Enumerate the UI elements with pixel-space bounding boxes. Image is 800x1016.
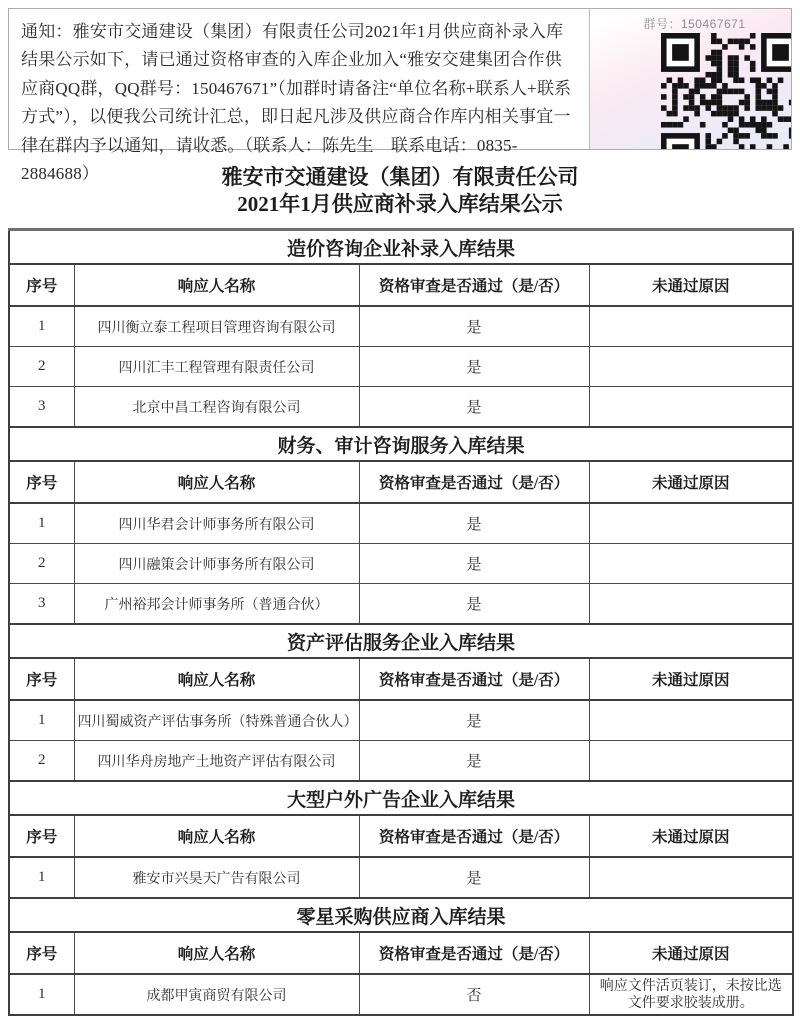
respondent-name: 北京中昌工程咨询有限公司 [74, 387, 359, 428]
results-table [8, 228, 794, 1016]
column-header-row [9, 932, 793, 974]
column-header-row [9, 264, 793, 306]
table-row [9, 857, 793, 898]
table-row [9, 387, 793, 428]
rejection-reason [589, 306, 793, 347]
table-row [9, 700, 793, 741]
table-row [9, 974, 793, 1015]
qualified-flag: 是 [359, 347, 589, 387]
section-row [9, 624, 793, 658]
table-row [9, 741, 793, 782]
row-index: 2 [9, 544, 74, 584]
section-title: 大型户外广告企业入库结果 [9, 781, 793, 815]
qualified-flag: 否 [359, 974, 589, 1015]
rejection-reason [589, 700, 793, 741]
respondent-name: 四川华舟房地产土地资产评估有限公司 [74, 741, 359, 782]
qualified-flag: 是 [359, 387, 589, 428]
section-row [9, 230, 793, 265]
respondent-name: 雅安市兴昊天广告有限公司 [74, 857, 359, 898]
qq-group-number-label: 群号：150467671 [643, 17, 746, 31]
col-header-name: 响应人名称 [74, 815, 359, 857]
col-header-index: 序号 [9, 461, 74, 503]
col-header-index: 序号 [9, 815, 74, 857]
col-header-passed: 资格审查是否通过（是/否） [359, 264, 589, 306]
qualified-flag: 是 [359, 503, 589, 544]
rejection-reason: 响应文件活页装订，未按比选文件要求胶装成册。 [589, 974, 793, 1015]
col-header-passed: 资格审查是否通过（是/否） [359, 461, 589, 503]
qualified-flag: 是 [359, 584, 589, 625]
column-header-row [9, 658, 793, 700]
col-header-name: 响应人名称 [74, 658, 359, 700]
col-header-index: 序号 [9, 264, 74, 306]
row-index: 3 [9, 584, 74, 625]
rejection-reason [589, 584, 793, 625]
rejection-reason [589, 741, 793, 782]
respondent-name: 广州裕邦会计师事务所（普通合伙） [74, 584, 359, 625]
row-index: 1 [9, 503, 74, 544]
table-row [9, 584, 793, 625]
column-header-row [9, 815, 793, 857]
qq-qr-code [661, 33, 791, 149]
col-header-name: 响应人名称 [74, 264, 359, 306]
col-header-name: 响应人名称 [74, 932, 359, 974]
respondent-name: 四川华君会计师事务所有限公司 [74, 503, 359, 544]
respondent-name: 四川汇丰工程管理有限责任公司 [74, 347, 359, 387]
section-title: 造价咨询企业补录入库结果 [9, 230, 793, 265]
row-index: 1 [9, 857, 74, 898]
column-header-row [9, 461, 793, 503]
qualified-flag: 是 [359, 544, 589, 584]
row-index: 1 [9, 700, 74, 741]
col-header-index: 序号 [9, 658, 74, 700]
table-row [9, 306, 793, 347]
col-header-index: 序号 [9, 932, 74, 974]
col-header-reason: 未通过原因 [589, 815, 793, 857]
col-header-reason: 未通过原因 [589, 461, 793, 503]
table-row [9, 347, 793, 387]
document-title-line2: 2021年1月供应商补录入库结果公示 [237, 192, 563, 216]
section-row [9, 781, 793, 815]
section-title: 零星采购供应商入库结果 [9, 898, 793, 932]
col-header-name: 响应人名称 [74, 461, 359, 503]
row-index: 2 [9, 741, 74, 782]
section-row [9, 898, 793, 932]
rejection-reason [589, 347, 793, 387]
qualified-flag: 是 [359, 857, 589, 898]
row-index: 3 [9, 387, 74, 428]
qualified-flag: 是 [359, 306, 589, 347]
section-row [9, 427, 793, 461]
col-header-reason: 未通过原因 [589, 658, 793, 700]
table-row [9, 503, 793, 544]
col-header-reason: 未通过原因 [589, 932, 793, 974]
col-header-passed: 资格审查是否通过（是/否） [359, 658, 589, 700]
section-title: 资产评估服务企业入库结果 [9, 624, 793, 658]
rejection-reason [589, 387, 793, 428]
col-header-passed: 资格审查是否通过（是/否） [359, 932, 589, 974]
notice-box [8, 8, 792, 184]
qq-group-qr-cell [590, 9, 791, 149]
respondent-name: 四川衡立泰工程项目管理咨询有限公司 [74, 306, 359, 347]
document-title-line1: 雅安市交通建设（集团）有限责任公司 [221, 165, 579, 189]
rejection-reason [589, 503, 793, 544]
col-header-reason: 未通过原因 [589, 264, 793, 306]
row-index: 1 [9, 306, 74, 347]
notice-paragraph: 通知：雅安市交通建设（集团）有限责任公司2021年1月供应商补录入库结果公示如下，请已通过资格审查的入库企业加入“雅安交建集团合作供应商QQ群，QQ群号：150467671”（加群时请备注“单位名称+联系人+联系方式”），以便我公司统计汇总，即日起凡涉及供应商合作库内相关事宜一律在群内予以通知，请收悉。（联系人：陈先生 联系电话：0835-2884688） [9, 9, 590, 149]
qualified-flag: 是 [359, 700, 589, 741]
section-title: 财务、审计咨询服务入库结果 [9, 427, 793, 461]
rejection-reason [589, 857, 793, 898]
respondent-name: 成都甲寅商贸有限公司 [74, 974, 359, 1015]
row-index: 1 [9, 974, 74, 1015]
supplier-announcement-page [8, 0, 792, 1016]
respondent-name: 四川蜀威资产评估事务所（特殊普通合伙人） [74, 700, 359, 741]
rejection-reason [589, 544, 793, 584]
document-title [8, 164, 792, 218]
respondent-name: 四川融策会计师事务所有限公司 [74, 544, 359, 584]
qualified-flag: 是 [359, 741, 589, 782]
col-header-passed: 资格审查是否通过（是/否） [359, 815, 589, 857]
table-row [9, 544, 793, 584]
row-index: 2 [9, 347, 74, 387]
